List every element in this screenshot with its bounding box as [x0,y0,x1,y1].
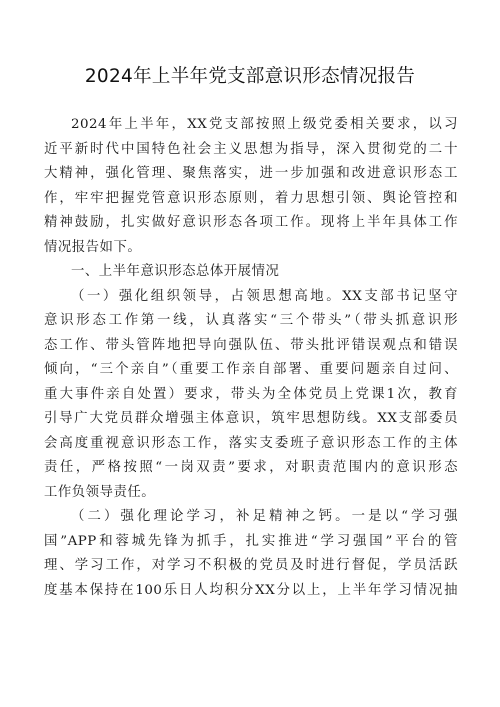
paragraph-line: 大精神，强化管理、聚焦落实，进一步加强和改进意识形态工 [44,166,458,181]
document-body [44,113,458,603]
paragraph-line: 国”APP和蓉城先锋为抓手，扎实推进“学习强国”平台的管 [44,533,458,549]
paragraph-line: 意识形态工作第一线，认真落实“三个带头”（带头抓意识形 [44,313,458,328]
section-heading: 一、上半年意识形态总体开展情况 [71,264,280,279]
paragraph-line: 近平新时代中国特色社会主义思想为指导，深入贯彻党的二十 [44,141,458,157]
document-title: 2024年上半年党支部意识形态情况报告 [84,66,416,87]
paragraph-line: 理、学习工作，对学习不积极的党员及时进行督促，学员活跃 [44,558,458,573]
paragraph-line: 精神鼓励，扎实做好意识形态各项工作。现将上半年具体工作 [44,215,458,230]
paragraph-line: 工作负领导责任。 [44,484,156,500]
paragraph-line: （一）强化组织领导，占领思想高地。XX支部书记坚守 [71,288,458,304]
paragraph-line: 态工作、带头管阵地把导向强队伍、带头批评错误观点和错误 [44,337,458,353]
paragraph-line: 责任，严格按照“一岗双责”要求，对职责范围内的意识形态 [44,460,458,475]
paragraph-line: 倾向，“三个亲自”（重要工作亲自部署、重要问题亲自过问、 [44,362,458,377]
paragraph-line: 作，牢牢把握党管意识形态原则，着力思想引领、舆论管控和 [44,190,458,206]
paragraph-line: 重大事件亲自处置）要求，带头为全体党员上党课1次，教育 [44,386,458,402]
paragraph-line: 2024年上半年，XX党支部按照上级党委相关要求，以习 [71,117,458,132]
paragraph-line: （二）强化理论学习，补足精神之钙。一是以“学习强 [71,509,458,524]
paragraph-line: 情况报告如下。 [44,239,142,255]
paragraph-line: 度基本保持在100乐日人均积分XX分以上，上半年学习情况抽 [44,582,458,598]
paragraph-line: 引导广大党员群众增强主体意识，筑牢思想防线。XX支部委员 [44,411,458,426]
paragraph-line: 会高度重视意识形态工作，落实支委班子意识形态工作的主体 [44,435,458,451]
